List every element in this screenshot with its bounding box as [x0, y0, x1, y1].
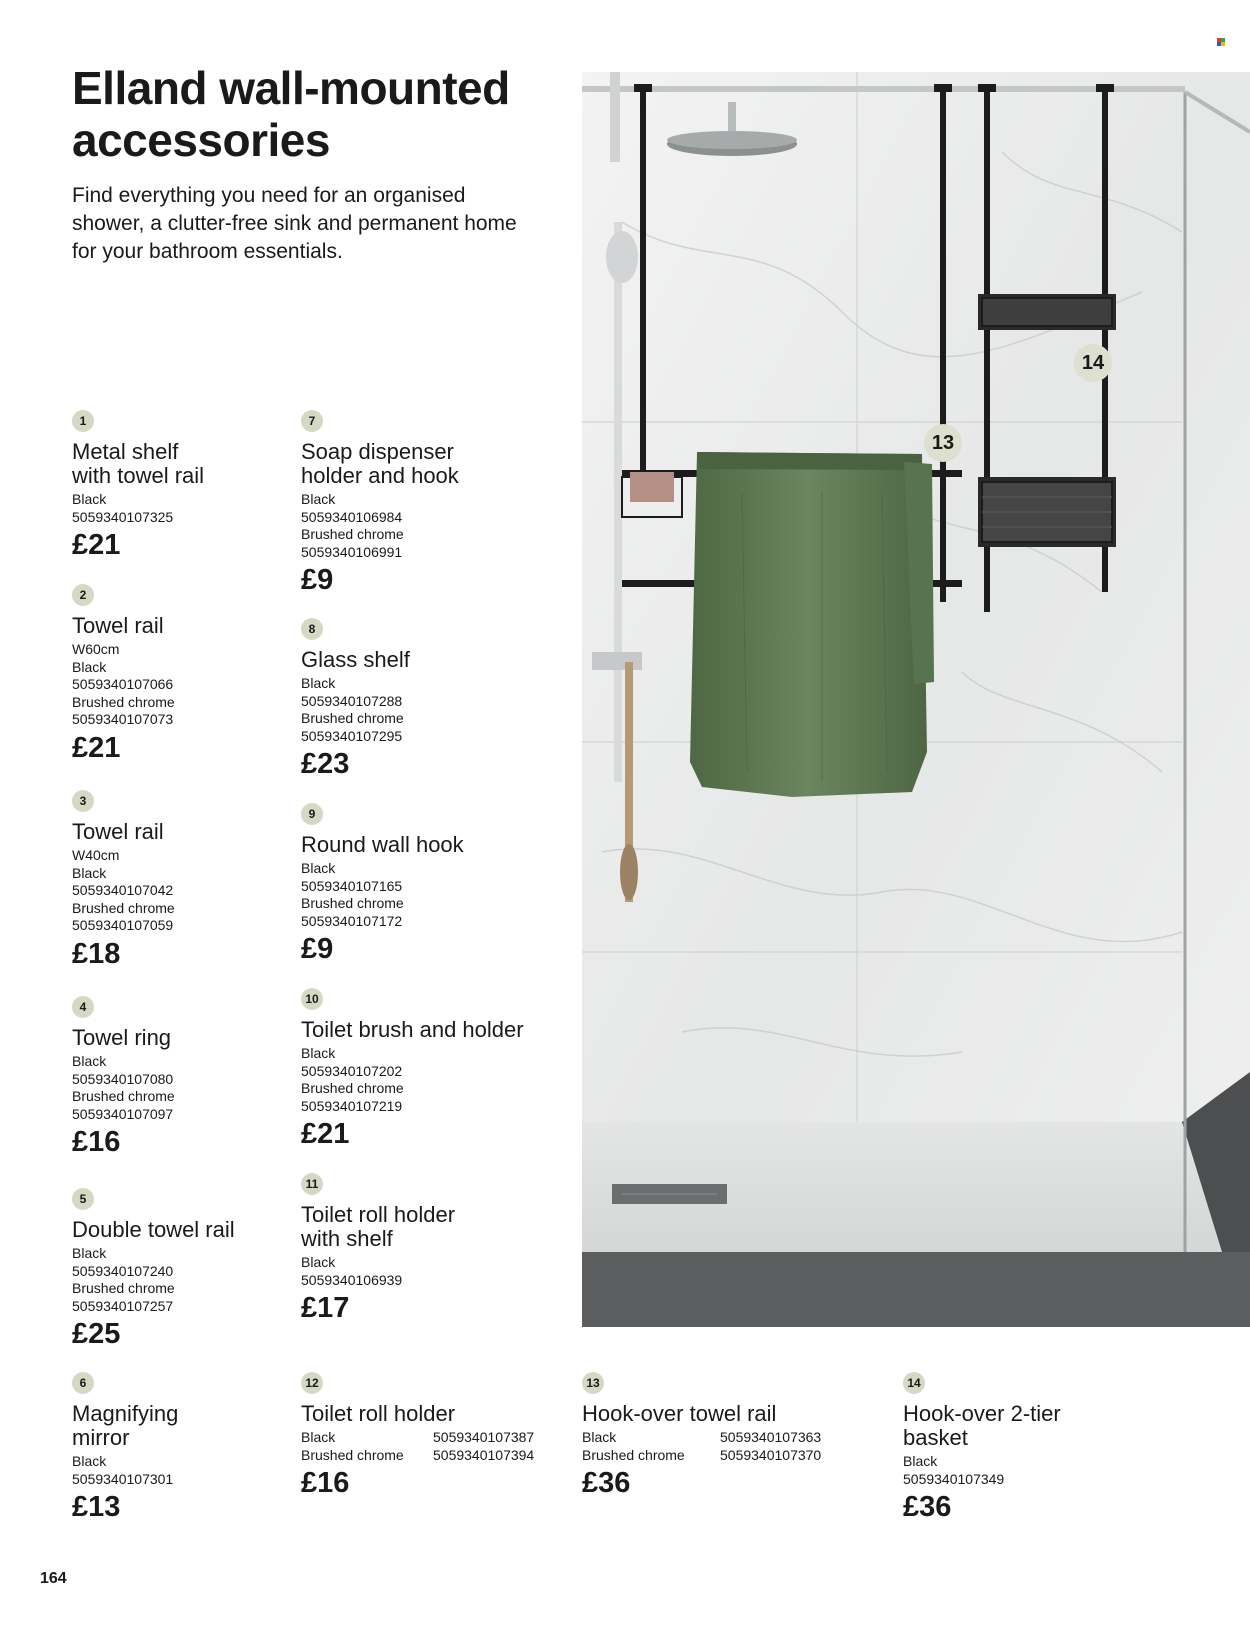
product-code: 5059340107073 [72, 711, 174, 727]
product-code: 5059340107202 [301, 1062, 403, 1079]
product-price: £16 [301, 1467, 350, 1499]
product-14 [903, 1372, 1061, 1524]
product-code: 5059340107172 [301, 912, 403, 929]
colour-label: Black [582, 1429, 617, 1445]
product-code: 5059340106939 [301, 1271, 403, 1288]
product-code: 5059340107301 [72, 1470, 174, 1487]
product-price: £18 [72, 937, 121, 970]
colour-label: Black [301, 1045, 336, 1061]
product-price: £21 [72, 731, 121, 764]
product-price: £9 [301, 933, 334, 965]
product-price: £21 [72, 529, 121, 561]
colour-label: Brushed chrome [301, 526, 404, 542]
product-code: 5059340107042 [72, 882, 174, 898]
product-6 [72, 1372, 178, 1524]
variant-row [301, 1429, 534, 1447]
product-5 [72, 1188, 235, 1351]
product-name: Towel rail [72, 613, 164, 638]
product-name: Soap dispenser holder and hook [301, 439, 459, 488]
intro-text: Find everything you need for an organised shower, a clutter-free sink and permanent home for your bathroom essentials. [72, 184, 517, 263]
product-12 [301, 1372, 534, 1500]
colour-label: Brushed chrome [582, 1446, 685, 1463]
product-code: 5059340107349 [903, 1470, 1005, 1487]
colour-squares-icon [1217, 33, 1225, 41]
callout-13: 13 [924, 424, 962, 462]
title-line-1: Elland wall-mounted [72, 62, 510, 114]
product-code: 5059340107097 [72, 1105, 174, 1122]
colour-label: Black [72, 491, 107, 507]
item-number-badge: 1 [72, 410, 94, 432]
colour-label: Black [301, 1254, 336, 1270]
product-13 [582, 1372, 821, 1500]
product-price: £13 [72, 1491, 121, 1523]
colour-label: Brushed chrome [72, 1280, 175, 1296]
product-7 [301, 410, 459, 597]
product-price: £25 [72, 1318, 121, 1350]
colour-label: Black [301, 1429, 336, 1445]
product-code: 5059340107288 [301, 692, 403, 709]
product-price: £21 [301, 1118, 350, 1150]
product-name: Magnifying mirror [72, 1401, 179, 1450]
product-11 [301, 1173, 455, 1325]
colour-label: Black [72, 1245, 107, 1261]
product-price: £16 [72, 1126, 121, 1158]
product-code: 5059340106984 [301, 508, 403, 525]
product-price: £9 [301, 564, 334, 596]
variant-row [582, 1429, 821, 1447]
variant-row [301, 1447, 534, 1465]
product-name: Towel ring [72, 1025, 172, 1050]
page-number: 164 [40, 1570, 67, 1587]
colour-label: Black [72, 658, 107, 675]
product-name: Glass shelf [301, 647, 410, 672]
colour-label: Black [301, 860, 336, 876]
item-number-badge: 4 [72, 996, 94, 1018]
product-code: 5059340106991 [301, 543, 403, 560]
item-number-badge: 6 [72, 1372, 94, 1394]
product-code: 5059340107080 [72, 1070, 174, 1087]
product-name: Round wall hook [301, 832, 464, 857]
product-9 [301, 803, 464, 966]
item-number-badge: 9 [301, 803, 323, 825]
product-code: 5059340107370 [720, 1446, 822, 1463]
product-code: 5059340107295 [301, 727, 403, 744]
product-name: Double towel rail [72, 1217, 235, 1242]
colour-label: Black [301, 675, 336, 691]
size-label: W60cm [72, 641, 120, 657]
product-code: 5059340107219 [301, 1097, 403, 1114]
product-price: £17 [301, 1292, 350, 1324]
colour-label: Black [903, 1453, 938, 1469]
colour-label: Black [72, 864, 107, 881]
colour-label: Brushed chrome [72, 1088, 175, 1104]
item-number-badge: 5 [72, 1188, 94, 1210]
product-2 [72, 584, 175, 765]
product-code: 5059340107066 [72, 676, 174, 692]
item-number-badge: 10 [301, 988, 323, 1010]
product-code: 5059340107257 [72, 1297, 174, 1314]
item-number-badge: 2 [72, 584, 94, 606]
product-name: Toilet roll holder with shelf [301, 1202, 456, 1251]
colour-label: Brushed chrome [301, 710, 404, 726]
colour-label: Brushed chrome [301, 1446, 404, 1463]
item-number-badge: 12 [301, 1372, 323, 1394]
page-title [72, 62, 510, 166]
product-code: 5059340107059 [72, 917, 174, 933]
shower-product-photo [582, 72, 1250, 1327]
colour-label: Brushed chrome [72, 693, 175, 710]
product-4 [72, 996, 175, 1159]
colour-label: Brushed chrome [301, 895, 404, 911]
callout-14: 14 [1074, 344, 1112, 382]
product-name: Toilet roll holder [301, 1401, 456, 1426]
variant-row [582, 1447, 821, 1465]
product-name: Metal shelf with towel rail [72, 439, 205, 488]
item-number-badge: 14 [903, 1372, 925, 1394]
colour-label: Black [72, 1053, 107, 1069]
item-number-badge: 13 [582, 1372, 604, 1394]
product-code: 5059340107240 [72, 1262, 174, 1279]
product-3 [72, 790, 175, 971]
product-name: Towel rail [72, 819, 164, 844]
product-name: Hook-over 2-tier basket [903, 1401, 1061, 1450]
item-number-badge: 11 [301, 1173, 323, 1195]
product-1 [72, 410, 204, 562]
item-number-badge: 3 [72, 790, 94, 812]
product-10 [301, 988, 524, 1151]
item-number-badge: 8 [301, 618, 323, 640]
colour-label: Black [301, 491, 336, 507]
product-price: £23 [301, 748, 350, 780]
product-name: Hook-over towel rail [582, 1401, 777, 1426]
product-code: 5059340107325 [72, 508, 174, 525]
colour-label: Black [72, 1453, 107, 1469]
product-code: 5059340107394 [433, 1446, 535, 1463]
product-code: 5059340107165 [301, 877, 403, 894]
product-code: 5059340107363 [720, 1429, 822, 1445]
size-label: W40cm [72, 847, 120, 863]
product-name: Toilet brush and holder [301, 1017, 524, 1042]
product-price: £36 [582, 1467, 631, 1499]
product-code: 5059340107387 [433, 1429, 535, 1445]
title-line-2: accessories [72, 114, 330, 166]
product-8 [301, 618, 410, 781]
colour-label: Brushed chrome [72, 899, 175, 916]
product-price: £36 [903, 1491, 952, 1523]
item-number-badge: 7 [301, 410, 323, 432]
colour-label: Brushed chrome [301, 1080, 404, 1096]
